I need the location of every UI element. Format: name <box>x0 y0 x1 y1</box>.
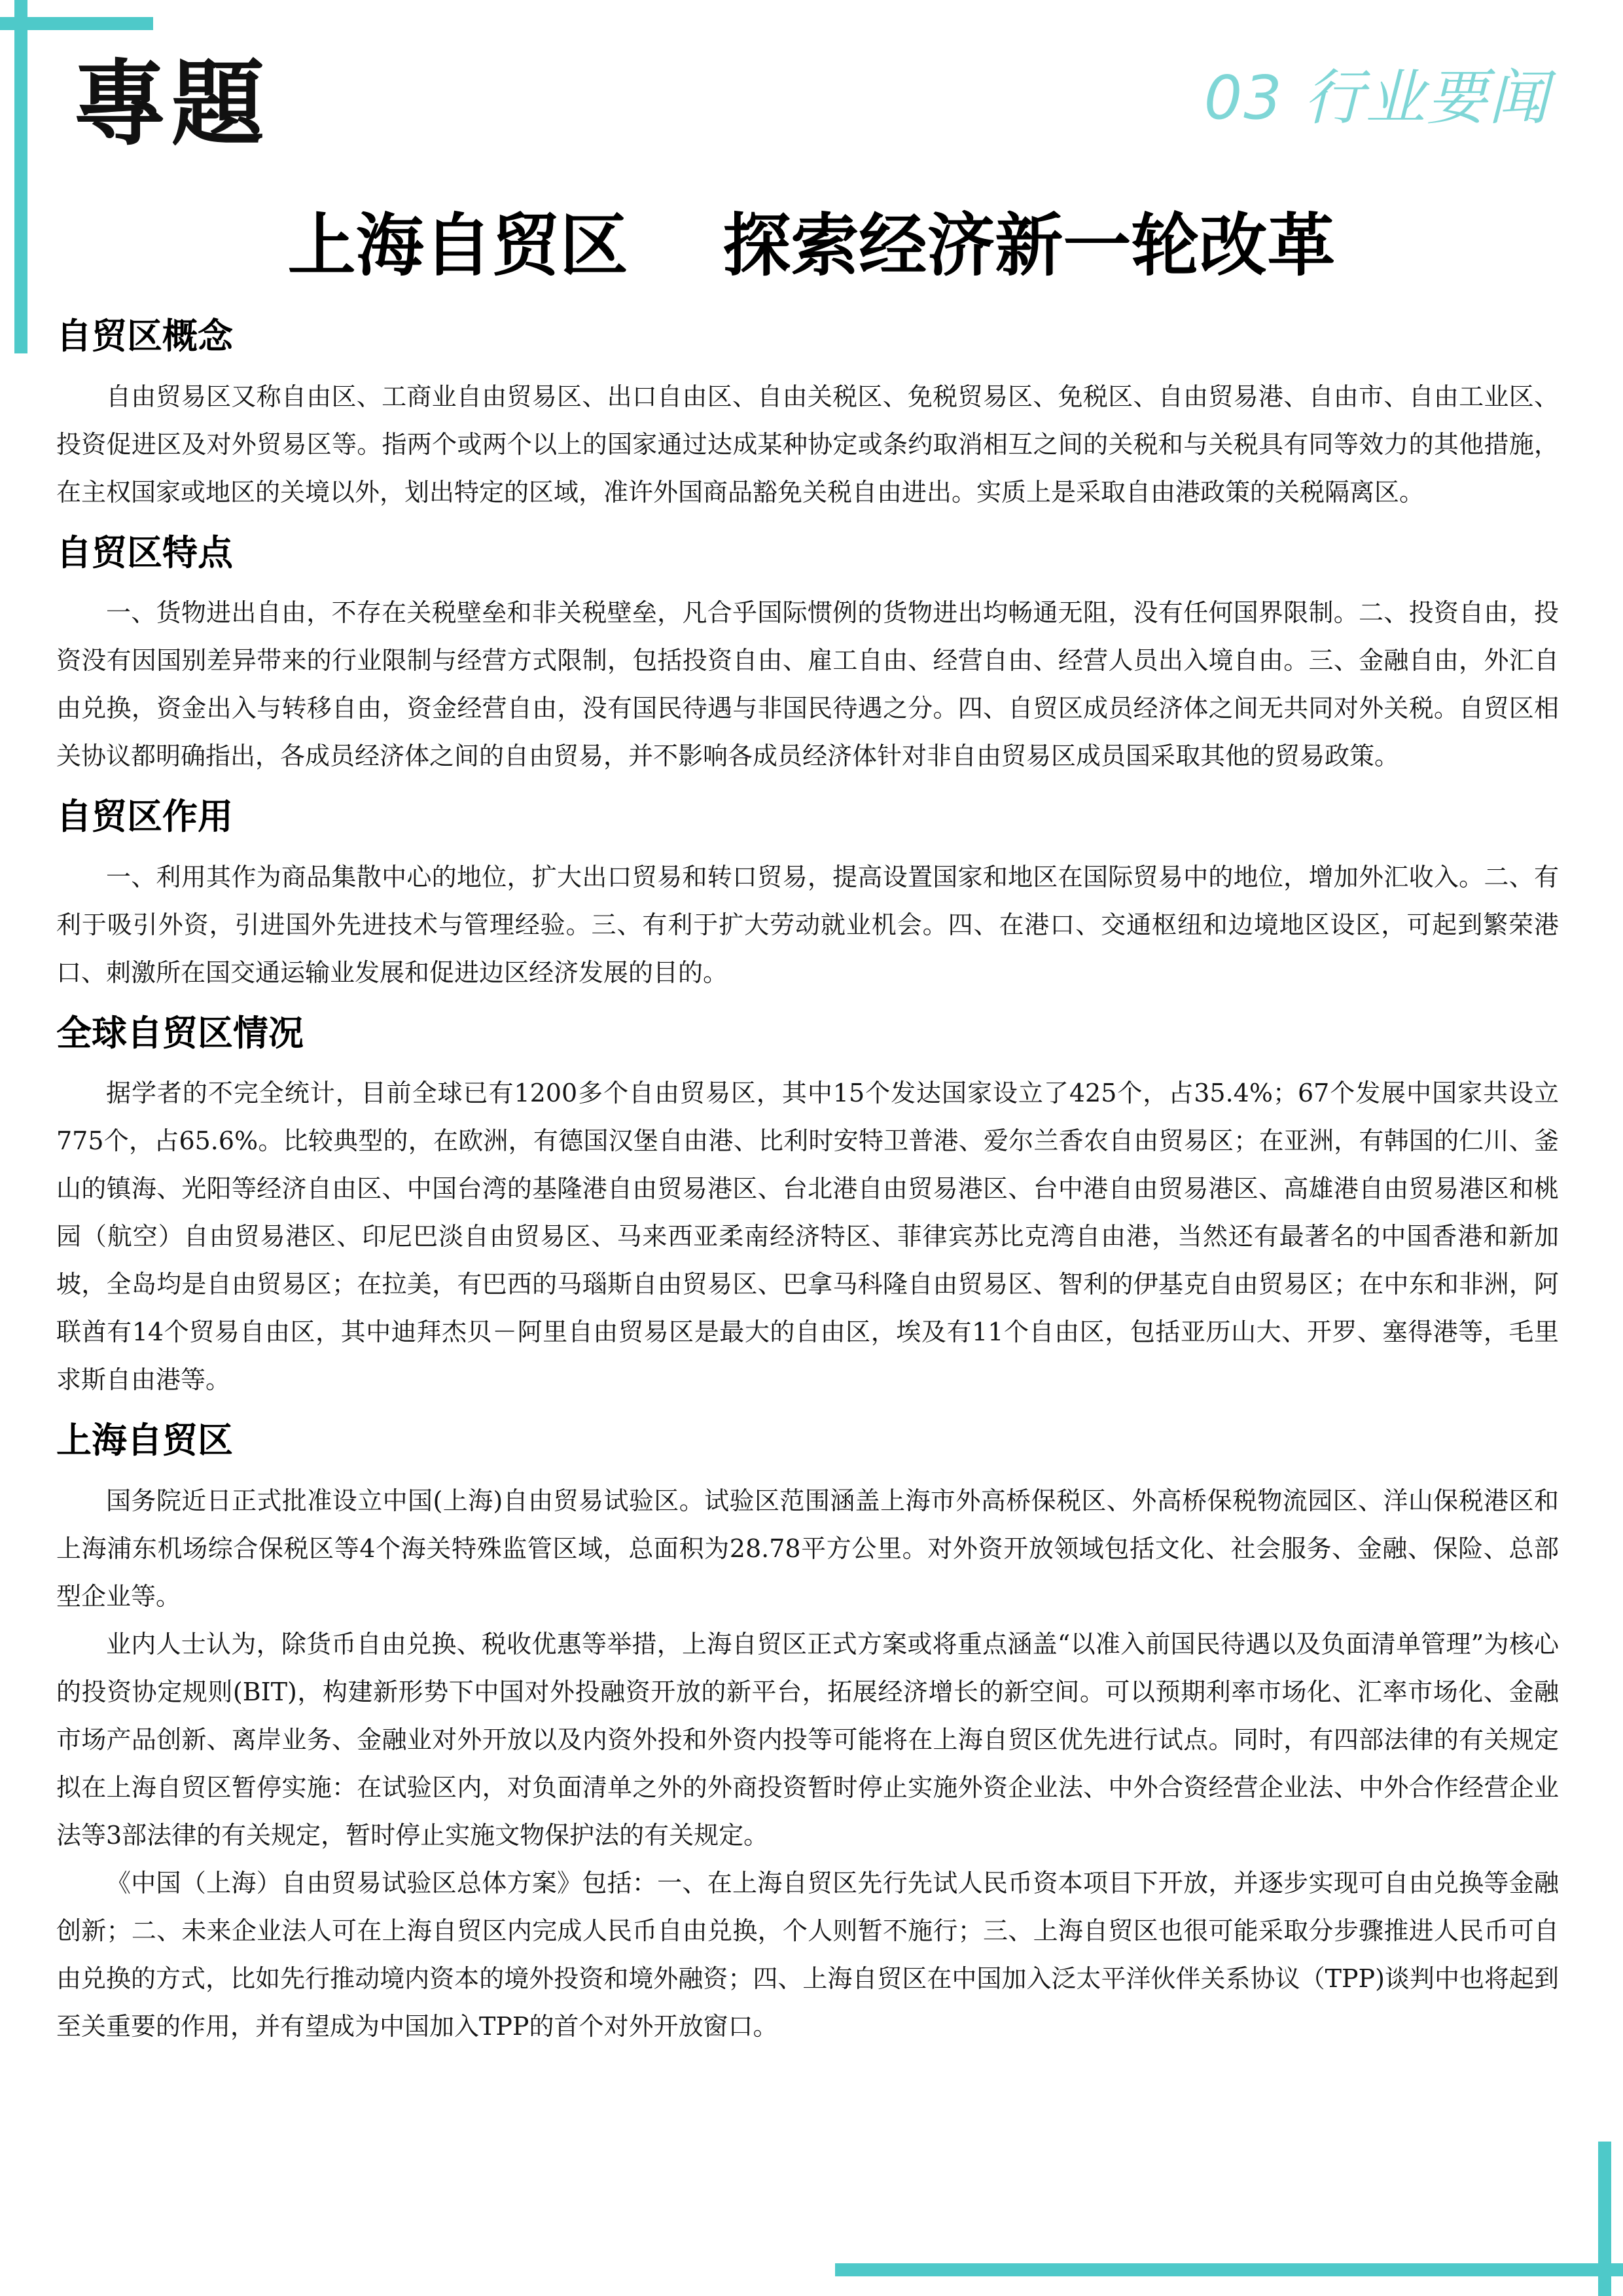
section-heading: 自贸区作用 <box>56 796 233 837</box>
section-heading: 上海自贸区 <box>56 1420 233 1461</box>
paragraph: 《中国（上海）自由贸易试验区总体方案》包括：一、在上海自贸区先行先试人民币资本项目下开放，并逐步实现可自由兑换等金融创新；二、未来企业法人可在上海自贸区内完成人民币自由兑换，个人则暂不施行；三、上海自贸区也很可能采取分步骤推进人民币可自由兑换的方式，比如先行推动境内资本的境外投资和境外融资；四、上海自贸区在中国加入泛太平洋伙伴关系协议（TPP)谈判中也将起到至关重要的作用，并有望成为中国加入TPP的首个对外开放窗口。 <box>56 1868 1559 2041</box>
section-tag: 03 行业要闻 <box>1204 63 1550 133</box>
section-global <box>56 1011 1559 1405</box>
paragraph: 业内人士认为，除货币自由兑换、税收优惠等举措，上海自贸区正式方案或将重点涵盖“以准入前国民待遇以及负面清单管理”为核心的投资协定规则(BIT)，构建新形势下中国对外投融资开放的新平台，拓展经济增长的新空间。可以预期利率市场化、汇率市场化、金融市场产品创新、离岸业务、金融业对外开放以及内资外投和外资内投等可能将在上海自贸区优先进行试点。同时，有四部法律的有关规定拟在上海自贸区暂停实施：在试验区内，对负面清单之外的外商投资暂时停止实施外资企业法、中外合资经营企业法、中外合作经营企业法等3部法律的有关规定，暂时停止实施文物保护法的有关规定。 <box>56 1629 1559 1850</box>
section-heading: 自贸区概念 <box>56 315 233 357</box>
paragraph: 据学者的不完全统计，目前全球已有1200多个自由贸易区，其中15个发达国家设立了425个，占35.4%；67个发展中国家共设立775个，占65.6%。比较典型的，在欧洲，有德国汉堡自由港、比利时安特卫普港、爱尔兰香农自由贸易区；在亚洲，有韩国的仁川、釜山的镇海、光阳等经济自由区、中国台湾的基隆港自由贸易港区、台北港自由贸易港区、台中港自由贸易港区、高雄港自由贸易港区和桃园（航空）自由贸易港区、印尼巴淡自由贸易区、马来西亚柔南经济特区、菲律宾苏比克湾自由港，当然还有最著名的中国香港和新加坡，全岛均是自由贸易区；在拉美，有巴西的马瑙斯自由贸易区、巴拿马科隆自由贸易区、智利的伊基克自由贸易区；在中东和非洲，阿联酋有14个贸易自由区，其中迪拜杰贝－阿里自由贸易区是最大的自由区，埃及有11个自由区，包括亚历山大、开罗、塞得港等，毛里求斯自由港等。 <box>56 1079 1559 1394</box>
section-concept <box>56 314 1559 516</box>
footer-accent-bar-horizontal <box>835 2263 1623 2276</box>
column-title: 專題 <box>73 50 270 158</box>
section-heading: 全球自贸区情况 <box>56 1012 304 1054</box>
article-headline: 上海自贸区 探索经济新一轮改革 <box>287 206 1336 285</box>
section-features <box>56 531 1559 781</box>
paragraph: 国务院近日正式批准设立中国(上海)自由贸易试验区。试验区范围涵盖上海市外高桥保税区、外高桥保税物流园区、洋山保税港区和上海浦东机场综合保税区等4个海关特殊监管区域，总面积为28.78平方公里。对外资开放领域包括文化、社会服务、金融、保险、总部型企业等。 <box>56 1486 1559 1611</box>
paragraph: 一、利用其作为商品集散中心的地位，扩大出口贸易和转口贸易，提高设置国家和地区在国际贸易中的地位，增加外汇收入。二、有利于吸引外资，引进国外先进技术与管理经验。三、有利于扩大劳动就业机会。四、在港口、交通枢纽和边境地区设区，可起到繁荣港口、刺激所在国交通运输业发展和促进边区经济发展的目的。 <box>56 862 1559 987</box>
section-shanghai <box>56 1418 1559 2051</box>
article-body <box>56 300 1559 2051</box>
paragraph: 自由贸易区又称自由区、工商业自由贸易区、出口自由区、自由关税区、免税贸易区、免税区、自由贸易港、自由市、自由工业区、投资促进区及对外贸易区等。指两个或两个以上的国家通过达成某种协定或条约取消相互之间的关税和与关税具有同等效力的其他措施，在主权国家或地区的关境以外，划出特定的区域，准许外国商品豁免关税自由进出。实质上是采取自由港政策的关税隔离区。 <box>56 382 1559 507</box>
paragraph: 一、货物进出自由，不存在关税壁垒和非关税壁垒，凡合乎国际惯例的货物进出均畅通无阻，没有任何国界限制。二、投资自由，投资没有因国别差异带来的行业限制与经营方式限制，包括投资自由、雇工自由、经营自由、经营人员出入境自由。三、金融自由，外汇自由兑换，资金出入与转移自由，资金经营自由，没有国民待遇与非国民待遇之分。四、自贸区成员经济体之间无共同对外关税。自贸区相关协议都明确指出，各成员经济体之间的自由贸易，并不影响各成员经济体针对非自由贸易区成员国采取其他的贸易政策。 <box>56 598 1559 770</box>
section-roles <box>56 795 1559 997</box>
section-heading: 自贸区特点 <box>56 531 233 573</box>
corner-accent-bar-horizontal <box>0 17 153 30</box>
corner-accent-bar-vertical <box>14 0 27 353</box>
